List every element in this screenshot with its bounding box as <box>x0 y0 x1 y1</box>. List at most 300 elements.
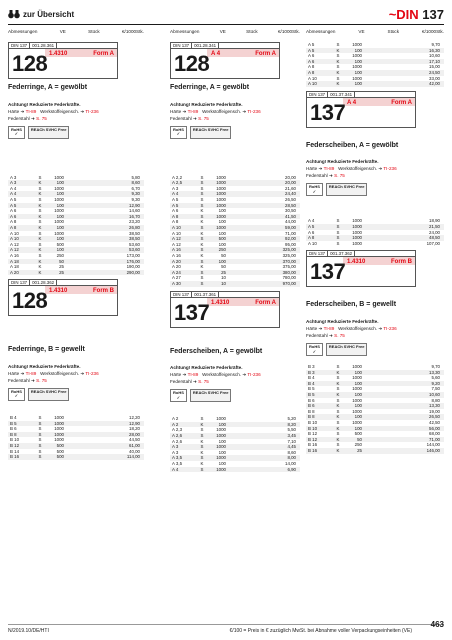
price-cell: 44,00 <box>285 219 296 225</box>
unit-cell: S <box>38 230 42 236</box>
footer <box>8 628 412 634</box>
price-cell: 18,90 <box>429 218 440 224</box>
qty-cell: 1000 <box>54 219 64 225</box>
size-cell: A 10 <box>308 75 317 81</box>
qty-cell: 100 <box>47 236 65 242</box>
qty-cell: 1000 <box>54 230 64 236</box>
qty-cell: 100 <box>47 225 65 231</box>
size-cell: A 8 <box>8 225 33 231</box>
table-row[interactable] <box>170 281 300 287</box>
unit-cell: S <box>38 426 42 432</box>
price-cell: 13,30 <box>363 370 444 376</box>
price-cell: 5,50 <box>287 427 296 433</box>
unit-cell: K <box>200 230 204 236</box>
size-cell: A 2 <box>172 416 179 422</box>
product-material: A 4 <box>211 51 221 57</box>
qty-cell: 250 <box>209 247 227 253</box>
product-note: Achtung! Reduzierte Federkräfte. Härte ➜ TI-89 Werkstoffeigensch. ➜ TI-236 Federstahl ➜ S. 75 <box>170 365 261 385</box>
qty-cell: 1000 <box>209 191 227 197</box>
product-number: 128 <box>12 288 48 314</box>
price-cell: 26,50 <box>363 414 444 420</box>
size-cell: A 27 <box>172 275 181 281</box>
back-link[interactable] <box>8 9 74 19</box>
reach-badge: REACh SVHC Free <box>326 183 368 196</box>
price-cell: 9,20 <box>363 381 444 387</box>
price-cell: 48,50 <box>363 235 444 241</box>
price-table-3 <box>306 42 444 87</box>
product-note: Achtung! Reduzierte Federkräfte. Härte ➜ TI-89 Werkstoffeigensch. ➜ TI-236 Federstahl ➜ S. 75 <box>306 318 397 338</box>
qty-cell: 1000 <box>216 416 226 422</box>
qty-cell: 500 <box>56 241 64 247</box>
reach-badge: REACh SVHC Free <box>28 388 70 401</box>
size-cell: B 6 <box>308 397 315 403</box>
product-name: Federscheiben, A = gewölbt <box>306 141 399 149</box>
qty-cell: 10 <box>221 275 226 281</box>
price-cell: 38,50 <box>65 236 144 242</box>
qty-cell: 500 <box>354 431 362 437</box>
qty-cell: 1000 <box>352 364 362 370</box>
size-cell: B 4 <box>308 375 315 381</box>
price-cell: 41,50 <box>227 214 300 220</box>
unit-cell: K <box>331 437 345 443</box>
qty-cell: 1000 <box>352 42 362 47</box>
unit-cell: S <box>200 197 204 203</box>
price-cell: 380,00 <box>227 270 300 276</box>
product-material: 1.4310 <box>211 299 230 306</box>
qty-cell: 500 <box>47 443 65 449</box>
product-card[interactable]: DIN 137 001.37.361 137 1.4310 Form A <box>170 291 280 328</box>
size-cell: A 3 <box>172 449 179 455</box>
size-cell: A 6 <box>306 59 331 65</box>
size-cell: A 2,3 <box>172 427 183 433</box>
unit-cell: S <box>195 259 209 265</box>
unit-cell: S <box>336 408 340 414</box>
price-cell: 190,00 <box>126 264 140 270</box>
size-cell: A 3 <box>8 180 33 186</box>
unit-cell: K <box>33 203 47 209</box>
size-cell: B 3 <box>306 370 331 376</box>
price-cell: 107,00 <box>426 240 440 246</box>
unit-cell: K <box>331 414 345 420</box>
table-row[interactable] <box>8 270 144 276</box>
size-cell: A 5 <box>306 48 331 54</box>
product-note: Achtung! Reduzierte Federkräfte. Härte ➜ TI-89 Werkstoffeigensch. ➜ TI-236 Federstahl ➜ S. 75 <box>8 101 99 121</box>
price-cell: 68,00 <box>429 431 440 437</box>
price-cell: 56,00 <box>363 426 444 432</box>
price-cell: 61,00 <box>65 443 144 449</box>
unit-cell: S <box>33 443 47 449</box>
size-cell: A 3 <box>170 444 195 450</box>
price-cell: 20,00 <box>227 180 300 186</box>
qty-cell: 1000 <box>352 240 362 246</box>
unit-cell: S <box>38 174 42 180</box>
unit-cell: S <box>195 467 209 473</box>
product-form: Form A <box>93 51 114 57</box>
qty-cell: 100 <box>47 247 65 253</box>
price-table-1 <box>8 175 144 276</box>
qty-cell: 100 <box>218 461 226 466</box>
size-cell: B 6 <box>10 426 17 432</box>
price-cell: 5,20 <box>287 416 296 422</box>
column-1 <box>8 42 144 460</box>
product-name: Federringe, B = gewellt <box>8 346 85 354</box>
page-number: 463 <box>430 620 444 629</box>
rohs-badge: RoHS ✓ <box>8 126 25 139</box>
product-number: 137 <box>174 299 210 325</box>
qty-cell: 10 <box>209 281 227 287</box>
unit-cell: S <box>336 397 340 403</box>
unit-cell: K <box>331 426 345 432</box>
price-cell: 53,60 <box>65 247 144 253</box>
unit-cell: S <box>195 433 209 439</box>
product-form: Form A <box>255 299 276 306</box>
product-note: Achtung! Reduzierte Federkräfte. Härte ➜ TI-89 Werkstoffeigensch. ➜ TI-236 Federstahl ➜ S. 75 <box>170 101 261 121</box>
price-cell: 7,50 <box>431 386 440 392</box>
unit-cell: K <box>331 448 345 454</box>
qty-cell: 100 <box>218 449 226 455</box>
size-cell: A 8 <box>172 219 179 225</box>
size-cell: A 6 <box>308 53 315 59</box>
size-cell: A 5 <box>308 42 315 47</box>
product-material: 1.4310 <box>347 259 366 266</box>
size-cell: A 18 <box>10 264 19 270</box>
price-cell: 10,60 <box>429 53 440 59</box>
unit-cell: S <box>195 236 209 242</box>
size-cell: B 16 <box>306 448 331 454</box>
price-cell: 8,00 <box>227 455 300 461</box>
qty-cell: 1000 <box>352 75 362 81</box>
unit-cell: S <box>195 270 209 276</box>
qty-cell: 25 <box>59 264 64 270</box>
qty-cell: 100 <box>47 214 65 220</box>
rohs-badge: RoHS ✓ <box>170 389 187 402</box>
price-table-6 <box>170 416 300 472</box>
qty-cell: 1000 <box>352 397 362 403</box>
product-number: 137 <box>310 99 346 125</box>
product-card[interactable]: DIN 137 001.28.361 128 1.4310 Form A <box>8 42 118 79</box>
price-cell: 30,50 <box>285 208 296 214</box>
price-cell: 59,00 <box>227 225 300 231</box>
unit-cell: K <box>331 81 345 87</box>
price-cell: 8,80 <box>431 397 440 403</box>
table-row[interactable] <box>306 81 444 87</box>
size-cell: A 6 <box>10 208 17 214</box>
size-cell: A 12 <box>170 236 195 242</box>
price-cell: 375,00 <box>282 264 296 270</box>
price-table-4 <box>306 218 444 246</box>
price-cell: 44,50 <box>129 437 140 443</box>
table-row[interactable] <box>8 454 144 460</box>
qty-cell: 100 <box>345 370 363 376</box>
size-cell: B 4 <box>10 415 17 421</box>
price-cell: 16,70 <box>65 214 144 220</box>
price-cell: 24,40 <box>227 191 300 197</box>
product-material: 1.4310 <box>49 51 68 57</box>
price-table-5 <box>8 415 144 460</box>
size-cell: B 5 <box>308 386 315 392</box>
size-cell: A 2,2 <box>172 174 183 180</box>
price-cell: 24,00 <box>429 229 440 235</box>
size-cell: B 8 <box>306 414 331 420</box>
price-cell: 12,20 <box>129 415 140 421</box>
price-cell: 325,00 <box>282 253 296 258</box>
footer-rule <box>8 624 444 625</box>
qty-cell: 1000 <box>209 214 227 220</box>
unit-cell: S <box>336 375 340 381</box>
size-cell: B 3 <box>308 364 315 370</box>
rohs-badge: RoHS ✓ <box>170 126 187 139</box>
page-title <box>389 7 444 22</box>
unit-cell: S <box>336 229 340 235</box>
price-cell: 71,00 <box>363 437 444 443</box>
size-cell: A 10 <box>10 230 19 236</box>
qty-cell: 100 <box>345 59 363 65</box>
size-cell: B 8 <box>308 408 315 414</box>
price-cell: 970,00 <box>227 281 300 287</box>
unit-cell: S <box>200 275 204 281</box>
qty-cell: 50 <box>345 437 363 443</box>
size-cell: A 4 <box>308 218 315 224</box>
price-cell: 92,00 <box>227 236 300 242</box>
price-cell: 370,00 <box>227 259 300 265</box>
size-cell: A 12 <box>172 241 181 247</box>
product-material: 1.4310 <box>49 288 68 295</box>
price-cell: 7,10 <box>287 438 296 444</box>
unit-cell: K <box>331 48 345 54</box>
unit-cell: S <box>195 281 209 287</box>
unit-cell: K <box>331 403 345 409</box>
size-cell: A 20 <box>172 264 181 270</box>
price-cell: 176,00 <box>65 259 144 265</box>
size-cell: A 5 <box>306 224 331 230</box>
unit-cell: S <box>38 208 42 214</box>
unit-cell: K <box>33 259 47 265</box>
unit-cell: S <box>195 247 209 253</box>
table-row[interactable] <box>306 241 444 247</box>
unit-cell: S <box>331 224 345 230</box>
qty-cell: 1000 <box>209 444 227 450</box>
size-cell: B 16 <box>8 454 33 460</box>
qty-cell: 100 <box>345 414 363 420</box>
price-cell: 8,60 <box>287 449 296 455</box>
size-cell: A 5 <box>170 203 195 209</box>
unit-cell: K <box>195 422 209 428</box>
size-cell: A 6 <box>8 214 33 220</box>
size-cell: A 3 <box>10 174 17 180</box>
price-cell: 6,70 <box>131 185 140 191</box>
qty-cell: 1000 <box>54 426 64 432</box>
unit-cell: K <box>200 449 204 455</box>
product-form: Form A <box>391 99 412 106</box>
qty-cell: 1000 <box>352 64 362 70</box>
col-header-2: Abmessungen VE Stück €/1000Stk. <box>170 29 300 34</box>
col-header-3: Abmessungen VE Stück €/1000Stk. <box>306 29 444 34</box>
rohs-badge: RoHS ✓ <box>8 388 25 401</box>
unit-cell: S <box>200 185 204 191</box>
price-cell: 42,00 <box>363 81 444 87</box>
qty-cell: 25 <box>209 270 227 276</box>
size-cell: A 5 <box>8 203 33 209</box>
rohs-badge: RoHS ✓ <box>306 183 323 196</box>
unit-cell: S <box>195 214 209 220</box>
qty-cell: 1000 <box>345 224 363 230</box>
size-cell: A 20 <box>170 259 195 265</box>
back-label: zur Übersicht <box>23 9 75 19</box>
size-cell: A 3 <box>172 185 179 191</box>
qty-cell: 1000 <box>216 174 226 180</box>
price-cell: 144,00 <box>426 442 440 448</box>
footer-price-note: €/100 = Preis in € zuzüglich MwSt. bei Abnahme voller Verpackungseinheiten (VE) <box>229 628 412 634</box>
price-cell: 26,80 <box>65 225 144 231</box>
product-form: Form B <box>391 259 412 266</box>
price-cell: 10,60 <box>363 392 444 398</box>
size-cell: A 10 <box>170 225 195 231</box>
product-number: 128 <box>12 51 48 76</box>
unit-cell: S <box>38 185 42 191</box>
unit-cell: S <box>336 240 340 246</box>
size-cell: A 12 <box>10 241 19 247</box>
header-rule <box>8 24 444 25</box>
size-cell: A 16 <box>170 247 195 253</box>
size-cell: A 12 <box>8 247 33 253</box>
size-cell: A 10 <box>306 81 331 87</box>
price-cell: 18,20 <box>129 426 140 432</box>
qty-cell: 1000 <box>47 432 65 438</box>
size-cell: A 20 <box>8 270 33 276</box>
price-cell: 14,00 <box>285 461 296 466</box>
price-cell: 4,45 <box>227 444 300 450</box>
unit-cell: S <box>38 197 42 203</box>
qty-cell: 100 <box>345 426 363 432</box>
unit-cell: K <box>200 253 204 258</box>
product-card[interactable]: DIN 137 001.28.341 128 A 4 Form A <box>170 42 280 79</box>
qty-cell: 1000 <box>352 375 362 381</box>
product-number: 128 <box>174 51 210 76</box>
size-cell: A 10 <box>8 236 33 242</box>
size-cell: A 8 <box>306 235 331 241</box>
top-bar <box>8 6 444 22</box>
unit-cell: S <box>195 225 209 231</box>
product-card[interactable]: DIN 137 001.37.341 137 A 4 Form A <box>306 91 416 128</box>
qty-cell: 1000 <box>54 197 64 203</box>
qty-cell: 250 <box>354 442 362 448</box>
reach-badge: REACh SVHC Free <box>28 126 70 139</box>
qty-cell: 1000 <box>54 415 64 421</box>
unit-cell: S <box>336 364 340 370</box>
unit-cell: S <box>33 454 47 460</box>
size-cell: A 4 <box>8 191 33 197</box>
price-cell: 173,00 <box>126 253 140 258</box>
size-cell: B 14 <box>10 448 20 454</box>
qty-cell: 1000 <box>352 408 362 414</box>
unit-cell: K <box>33 236 47 242</box>
table-row[interactable] <box>306 448 444 454</box>
unit-cell: K <box>33 225 47 231</box>
qty-cell: 100 <box>218 230 226 236</box>
size-cell: A 8 <box>308 64 315 70</box>
table-row[interactable] <box>170 467 300 473</box>
size-cell: A 6 <box>172 208 179 214</box>
qty-cell: 25 <box>345 448 363 454</box>
size-cell: A 3,5 <box>172 461 183 466</box>
size-cell: A 4 <box>170 467 195 473</box>
qty-cell: 500 <box>209 236 227 242</box>
unit-cell: S <box>195 455 209 461</box>
qty-cell: 100 <box>47 191 65 197</box>
unit-cell: S <box>195 180 209 186</box>
size-cell: A 2,6 <box>170 433 195 439</box>
size-cell: B 10 <box>308 420 318 426</box>
price-cell: 13,30 <box>363 403 444 409</box>
price-cell: 12,90 <box>65 203 144 209</box>
unit-cell: S <box>33 421 47 427</box>
price-cell: 9,30 <box>131 197 140 203</box>
price-cell: 17,10 <box>363 59 444 65</box>
product-card[interactable]: DIN 137 001.28.362 128 1.4310 Form B <box>8 279 118 316</box>
size-cell: B 5 <box>8 421 33 427</box>
qty-cell: 1000 <box>54 185 64 191</box>
size-cell: B 5 <box>306 392 331 398</box>
unit-cell: S <box>200 427 204 433</box>
unit-cell: K <box>200 241 204 247</box>
price-cell: 95,00 <box>285 241 296 247</box>
price-table-2 <box>170 175 300 287</box>
product-name: Federscheiben, A = gewölbt <box>170 347 263 355</box>
unit-cell: K <box>200 264 204 270</box>
size-cell: B 12 <box>306 437 331 443</box>
product-form: Form B <box>93 288 114 295</box>
unit-cell: K <box>33 191 47 197</box>
qty-cell: 1000 <box>54 174 64 180</box>
price-cell: 28,00 <box>65 432 144 438</box>
unit-cell: K <box>200 219 204 225</box>
size-cell: A 2 <box>170 422 195 428</box>
qty-cell: 1000 <box>209 455 227 461</box>
unit-cell: K <box>200 461 204 466</box>
qty-cell: 250 <box>56 253 64 258</box>
unit-cell: K <box>33 214 47 220</box>
price-cell: 9,30 <box>65 191 144 197</box>
qty-cell: 50 <box>221 253 226 258</box>
size-cell: A 24 <box>170 270 195 276</box>
unit-cell: K <box>331 59 345 65</box>
size-cell: B 10 <box>10 437 20 443</box>
product-card[interactable]: DIN 137 001.37.362 137 1.4310 Form B <box>306 250 416 287</box>
unit-cell: K <box>33 180 47 186</box>
qty-cell: 100 <box>345 392 363 398</box>
unit-cell: K <box>33 247 47 253</box>
price-cell: 5,60 <box>431 375 440 381</box>
product-name: Federringe, A = gewölbt <box>8 84 88 91</box>
unit-cell: K <box>200 208 204 214</box>
qty-cell: 100 <box>218 208 226 214</box>
qty-cell: 1000 <box>54 208 64 214</box>
qty-cell: 100 <box>345 381 363 387</box>
price-cell: 38,50 <box>129 230 140 236</box>
unit-cell: S <box>336 431 340 437</box>
qty-cell: 100 <box>209 259 227 265</box>
size-cell: A 5 <box>172 197 179 203</box>
unit-cell: S <box>336 218 340 224</box>
size-cell: A 10 <box>172 230 181 236</box>
unit-cell: S <box>331 235 345 241</box>
unit-cell: S <box>195 191 209 197</box>
size-cell: A 18 <box>8 259 33 265</box>
price-cell: 19,00 <box>429 408 440 414</box>
size-cell: A 5 <box>10 197 17 203</box>
qty-cell: 1000 <box>352 420 362 426</box>
unit-cell: S <box>336 442 340 448</box>
